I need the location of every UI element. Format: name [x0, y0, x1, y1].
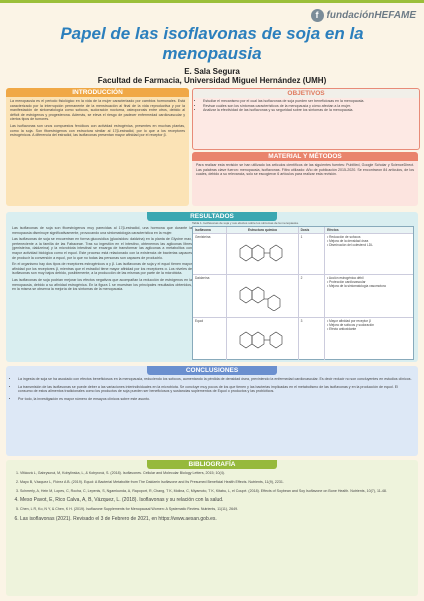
objective-item: • Revisar cuáles son los síntomas característicos de la menopausia y cómo afectan a la mujer. [203, 104, 415, 109]
reference-item: 3. Schmerly, A, Hein M, Lopes, C, Rocha, C, Lepenis, S, Ngamkunda, A, Rapoport, R, Chang, T K, Molina, C, Miyamoto, T K, Kitabu, L, el Coupé. (2018). Effects of Soybean and Soy Isoflavone on Bone Health. Nutrients, 10(7), 11-48. [20, 489, 412, 494]
bibliography-heading: BIBLIOGRAFÍA [147, 460, 277, 469]
logo-text: fundaciónHEFAME [326, 9, 416, 21]
table-cell-effects: • Mayor afinidad por receptor β • Mejora de sofocos y sudoración • Efecto antioxidante [327, 319, 375, 331]
table-header-cell: Estructura química [227, 227, 298, 233]
table-cell-effects: • Reducción de sofocos • Mejora de la densidad ósea • Disminución del colesterol LDL [327, 235, 373, 247]
molecule-structure-icon [227, 318, 298, 360]
conclusion-item: • La transmisión de las isoflavonas se puede deber a las variaciones interindividuales en la microbiota. Se concluye muy pocos de los que tienen y las bacterias implicadas en el metabolismo de las isoflavonas y en la producción de equol. El consumo de estos alimentos tradicionales como los productos de soja pueden ser beneficiosos y sustancias suplementos de Equol o productos y las probióticos. [18, 385, 412, 394]
logo [311, 8, 416, 22]
objectives-section [192, 88, 420, 150]
table-row [193, 318, 413, 360]
table-row [193, 234, 413, 275]
bibliography-section [6, 460, 418, 596]
table-caption: Tabla 1. Isoflavonas de soja y sus efectos sobre los síntomas de la menopausia. [192, 221, 299, 225]
page-title: Papel de las isoflavonas de soja en la menopausia [60, 24, 364, 63]
results-paragraph: Las isoflavonas de soja son fitoestrógenos muy parecidas al 17β-estradiol, una hormona que durante la menopausia disminuye significativamente, provocando una sintomatología característica en la mujer. [12, 226, 192, 235]
table-cell-dose: 3 [299, 318, 325, 360]
table-header-row [193, 227, 413, 234]
table-cell-name: Genisteína [193, 234, 227, 274]
table-header-cell: Dosis [299, 227, 325, 233]
molecule-structure-icon [227, 234, 298, 274]
top-stripe [0, 0, 424, 3]
reference-item: 1. Vitiáová L, Gabrysová, M, Kobylinska, L, & Kobyrová, S. (2018). Isoflavones. Cellular and Molecular Biology Letters, 2015; 10(4). [20, 471, 412, 476]
reference-item: 6. Las isoflavonas (2021). Revisado el 3 de Febrero de 2021, en https://www.aesan.gob.es. [20, 516, 412, 522]
objective-item: • Analizar la efectividad de las isoflavonas y su seguridad sobre los síntomas de la menopausia. [203, 108, 415, 113]
conclusion-item: • La ingesta de soja se ha asociado con efectos beneficiosos en la menopausia, reduciendo los sofocos, aumentando la pérdida de densidad ósea, previniendo la enfermedad cardiovascular. Es decir reducir no son concluyentes en estudios clínicos. [18, 377, 412, 382]
results-paragraph: En el organismo hay dos tipos de receptores estrogénicos α y β. Las isoflavonas de soja y el equol tienen mayor afinidad por los receptores β, mientras que el estradiol tiene mayor afinidad por los receptores α. Los niveles de isoflavonas son muy bajos debido, posiblemente, a la producción de las mismas por parte de la microbiota. [12, 262, 192, 276]
table-cell-dose: 1 [299, 234, 325, 274]
table-cell-name: Equol [193, 318, 227, 360]
results-table [192, 226, 414, 360]
affiliation: Facultad de Farmacia, Universidad Miguel Hernández (UMH) [97, 76, 327, 85]
results-paragraph: Las isoflavonas de soja podrían mejorar los efectos negativos que acompañan la reducción de estrógenos en la menopausia, debido a su afinidad estrogénica. En la figura 1 se muestran los principales resultados obtenidos, en la misma se observa la mejoría de los síntomas de la menopausia. [12, 277, 192, 292]
table-cell-dose: 2 [299, 275, 325, 317]
objectives-heading: OBJETIVOS [193, 89, 419, 98]
results-section [6, 212, 418, 362]
table-row [193, 275, 413, 318]
table-cell-name: Daidzeína [193, 275, 227, 317]
objective-item: • Estudiar el mecanismo por el cual las isoflavonas de soja pueden ser beneficiosas en la menopausia. [203, 99, 415, 104]
reference-item: 5. Chen, L R, Ko, N Y, & Chen, K H. (2019). Isoflavone Supplements for Menopausal Women: A Systematic Review. Nutrients, 11(11), 2649. [20, 507, 412, 512]
introduction-paragraph: La menopausia es el periodo fisiológico en la vida de la mujer caracterizado por cambios hormonales. Está caracterizado por la interrupción permanente de la menstruación al final de la vida reproductiva y por la manifestación de sintomatología como sofocos, sudoración nocturna, osteoporosis entre otros, debido al déficit de estrógenos y progesterona. Además, se eleva el riesgo de padecer enfermedad cardiovascular y ciertos tipos de tumores. [10, 99, 185, 122]
methods-text: Para realizar esta revisión se han utilizado los artículos científicos de las siguientes fuentes: PubMed, Google Scholar y ScienceDirect. Las palabras clave fueron: menopausia, isoflavonas. Filtro utilizado: Año de publicación 2015-2020. Se encontraron 84 artículos, de los cuales, debido a su relevancia, solo se escogieron 6 artículos para realizar esta revisión. [196, 163, 414, 177]
table-cell-effects: • Acción estrogénica débil • Protección cardiovascular • Mejora de la sintomatología vasomotora [327, 276, 386, 288]
results-heading: RESULTADOS [147, 212, 277, 221]
molecule-structure-icon [227, 275, 298, 317]
introduction-paragraph: Las isoflavonas son unos compuestos fenólicos con actividad estrogénica, presentes en muchas plantas, como la soja. Son fitoestrógenos con estructura similar al 17β-estradiol, por lo que a los receptores estrogénicos. A diferencia del estradiol, las isoflavonas presentan mayor afinidad por el receptor β. [10, 123, 185, 138]
results-paragraph: Las isoflavonas de soja se encuentran en forma glucosídica (glucósidos: daidzina) en la planta de Glycine max, perteneciente a la familia de las Fabaceae. Tras su ingestión en el intestino, obtenemos las agliconas libres (genisteína, daidzeína) y la microbiota intestinal se encarga de transformar las agliconas a metabolitos con mayor actividad biológica como el equol. Este proceso está relacionado con la existencia de bacterias capaces de producir la conversión a equol, por lo que no todas las personas son capaces de producirlo. [12, 237, 192, 260]
conclusions-heading: CONCLUSIONES [147, 366, 277, 375]
introduction-heading: INTRODUCCIÓN [6, 88, 189, 97]
table-header-cell: Efectos [327, 228, 339, 232]
methods-heading: MATERIAL Y MÉTODOS [192, 152, 418, 161]
logo-badge-icon: f [311, 9, 324, 22]
conclusions-section [6, 366, 418, 456]
table-header-cell: Isoflavona [193, 227, 227, 233]
conclusion-item: • Por todo, la investigación es mayor número de ensayos clínicos sobre este asunto. [18, 397, 412, 402]
reference-item: 2. Mayo B, Vázquez L, Flórez A B. (2019). Equol: A Bacterial Metabolite from The Daidzein Isoflavone and Its Presumed Beneficial Health Effects. Nutrients, 11(9), 2231. [20, 480, 412, 485]
reference-item: 4. Meso Pavot, E, Rico Calva, A, B, Vázquez, L. (2018). Isoflavonas y su relación con la salud. [20, 497, 412, 503]
author: E. Sala Segura [184, 67, 240, 76]
methods-section [192, 152, 418, 206]
introduction-section [6, 88, 189, 206]
